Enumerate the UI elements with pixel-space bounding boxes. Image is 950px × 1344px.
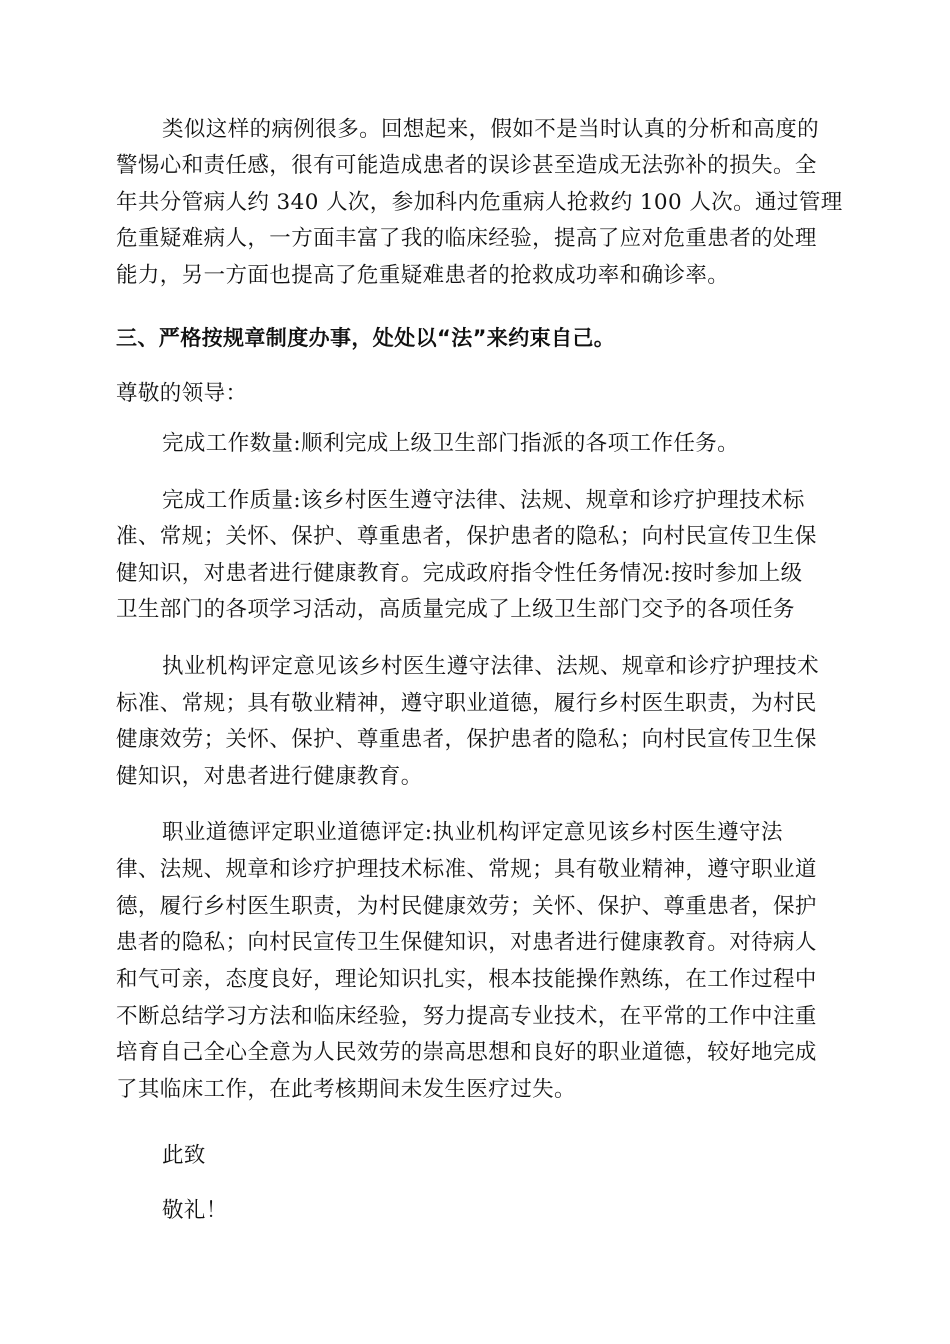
paragraph-5-line: 培育自己全心全意为人民效劳的崇高思想和良好的职业道德，较好地完成: [116, 1040, 817, 1065]
paragraph-1-line: 危重疑难病人，一方面丰富了我的临床经验，提高了应对危重患者的处理: [116, 226, 817, 251]
closing-salute: 敬礼！: [162, 1198, 228, 1223]
paragraph-5-line: 和气可亲，态度良好，理论知识扎实，根本技能操作熟练，在工作过程中: [116, 967, 817, 992]
paragraph-3-line: 完成工作质量:该乡村医生遵守法律、法规、规章和诊疗护理技术标: [162, 488, 805, 513]
paragraph-2-line: 完成工作数量:顺利完成上级卫生部门指派的各项工作任务。: [162, 431, 740, 456]
paragraph-5-line: 职业道德评定职业道德评定:执业机构评定意见该乡村医生遵守法: [162, 820, 783, 845]
paragraph-5-line: 不断总结学习方法和临床经验，努力提高专业技术，在平常的工作中注重: [116, 1004, 817, 1029]
paragraph-5-line: 了其临床工作，在此考核期间未发生医疗过失。: [116, 1077, 576, 1102]
paragraph-4-line: 健知识，对患者进行健康教育。: [116, 764, 423, 789]
paragraph-4-line: 健康效劳；关怀、保护、尊重患者，保护患者的隐私；向村民宣传卫生保: [116, 727, 817, 752]
salutation: 尊敬的领导：: [116, 381, 248, 406]
paragraph-5-line: 患者的隐私；向村民宣传卫生保健知识，对患者进行健康教育。对待病人: [116, 930, 817, 955]
paragraph-1-line: 类似这样的病例很多。回想起来，假如不是当时认真的分析和高度的: [162, 117, 820, 142]
paragraph-3-line: 准、常规；关怀、保护、尊重患者，保护患者的隐私；向村民宣传卫生保: [116, 524, 817, 549]
paragraph-5-line: 律、法规、规章和诊疗护理技术标准、常规；具有敬业精神，遵守职业道: [116, 857, 817, 882]
closing-this: 此致: [162, 1143, 206, 1168]
paragraph-3-line: 卫生部门的各项学习活动，高质量完成了上级卫生部门交予的各项任务: [116, 597, 795, 622]
paragraph-4-line: 执业机构评定意见该乡村医生遵守法律、法规、规章和诊疗护理技术: [162, 654, 820, 679]
paragraph-5-line: 德，履行乡村医生职责，为村民健康效劳；关怀、保护、尊重患者，保护: [116, 894, 817, 919]
section-heading-3: 三、严格按规章制度办事，处处以“法”来约束自己。: [116, 326, 616, 350]
paragraph-1-line: 年共分管病人约 340 人次，参加科内危重病人抢救约 100 人次。通过管理: [116, 190, 843, 215]
paragraph-1-line: 警惕心和责任感，很有可能造成患者的误诊甚至造成无法弥补的损失。全: [116, 153, 817, 178]
paragraph-3-line: 健知识，对患者进行健康教育。完成政府指令性任务情况:按时参加上级: [116, 561, 803, 586]
paragraph-1-line: 能力，另一方面也提高了危重疑难患者的抢救成功率和确诊率。: [116, 263, 730, 288]
paragraph-4-line: 标准、常规；具有敬业精神，遵守职业道德，履行乡村医生职责，为村民: [116, 691, 817, 716]
